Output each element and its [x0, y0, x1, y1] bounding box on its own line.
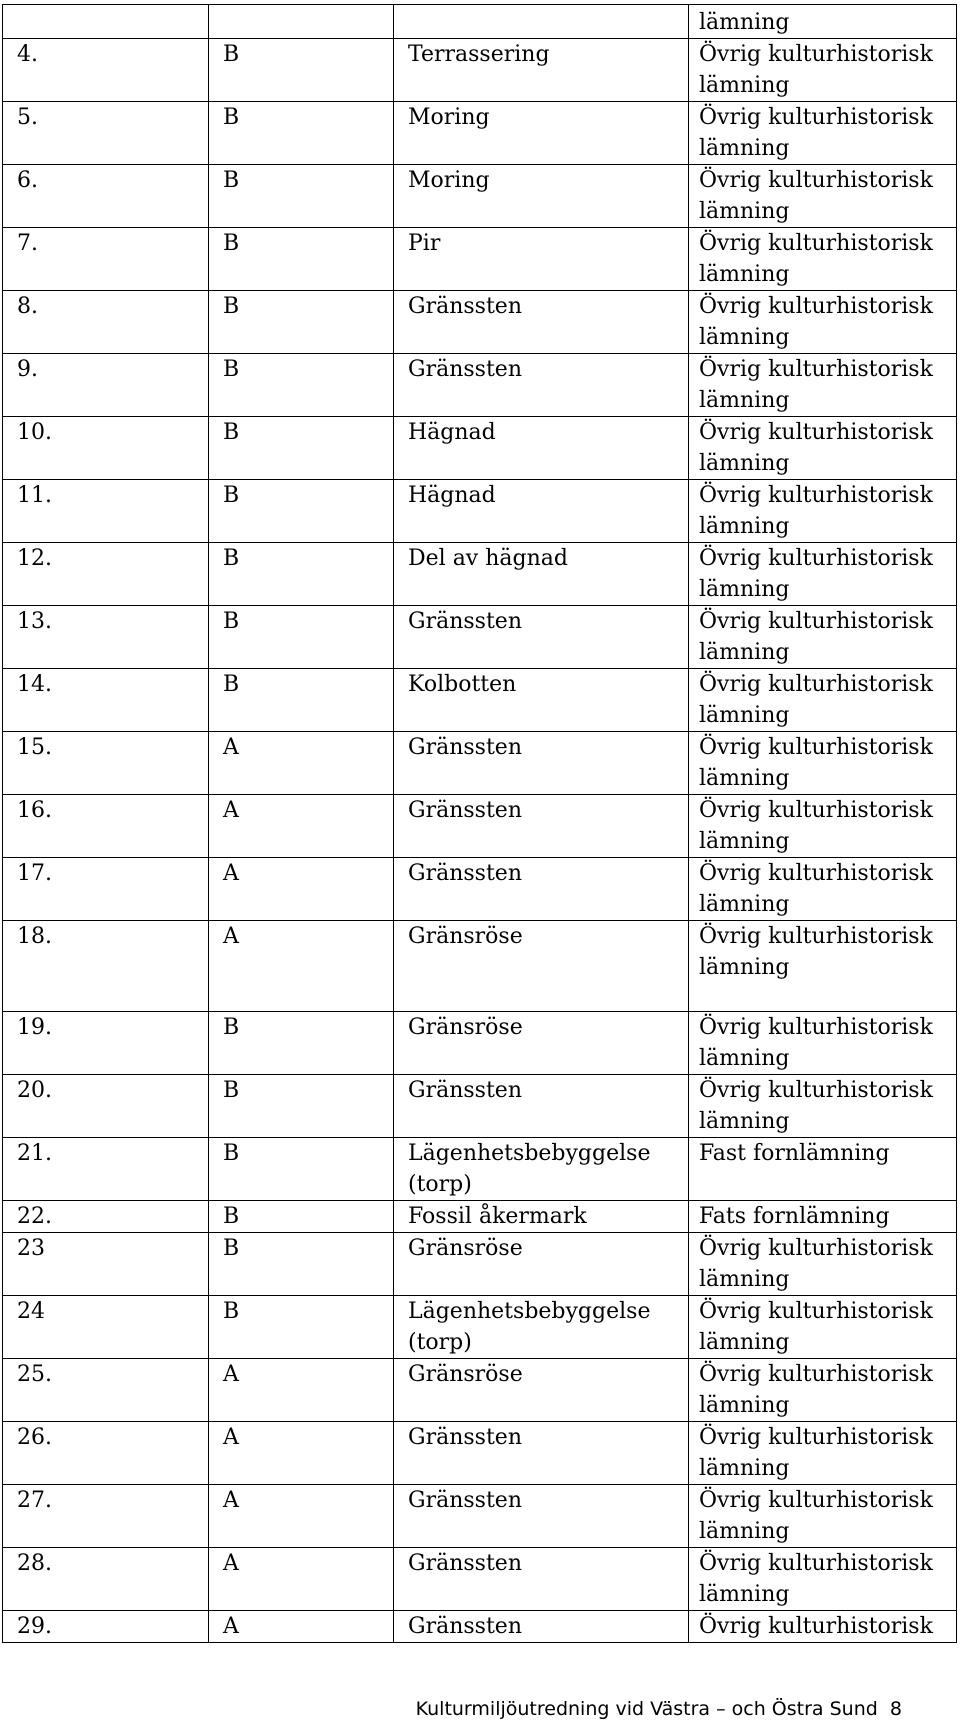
remain-name-cell — [394, 102, 689, 165]
row-number: 14. — [17, 672, 52, 697]
remain-name-cell — [394, 858, 689, 921]
remain-type-cell — [689, 1012, 957, 1075]
remain-name-cell — [394, 1012, 689, 1075]
remain-name: Gränssten — [408, 735, 522, 760]
table-row — [3, 795, 957, 858]
row-class: A — [223, 798, 239, 823]
remain-type-cell — [689, 291, 957, 354]
remain-name: Gränsröse — [408, 1236, 523, 1261]
row-class: A — [223, 861, 239, 886]
page-footer — [416, 1697, 902, 1721]
row-class-cell — [209, 1075, 394, 1138]
remain-type: Övrig kulturhistorisk lämning — [699, 1425, 933, 1481]
remain-type: Övrig kulturhistorisk lämning — [699, 420, 933, 476]
remains-table-body — [3, 5, 957, 1643]
remain-type: Övrig kulturhistorisk lämning — [699, 1078, 933, 1134]
remain-type: Övrig kulturhistorisk lämning — [699, 735, 933, 791]
row-class-cell — [209, 102, 394, 165]
table-row — [3, 1359, 957, 1422]
row-number: 4. — [17, 42, 38, 67]
remain-type-cell — [689, 1359, 957, 1422]
row-number-cell — [3, 795, 209, 858]
row-number: 7. — [17, 231, 38, 256]
table-row — [3, 1611, 957, 1643]
remain-type-cell — [689, 354, 957, 417]
row-class: A — [223, 924, 239, 949]
remain-type-cell — [689, 417, 957, 480]
row-number: 25. — [17, 1362, 52, 1387]
remain-name-cell — [394, 1075, 689, 1138]
row-class-cell — [209, 1012, 394, 1075]
row-class-cell — [209, 228, 394, 291]
table-row — [3, 921, 957, 1012]
remain-type-cell — [689, 606, 957, 669]
table-row — [3, 543, 957, 606]
row-class-cell — [209, 543, 394, 606]
remain-name: Gränssten — [408, 294, 522, 319]
table-row — [3, 228, 957, 291]
row-class-cell — [209, 858, 394, 921]
row-class: B — [223, 231, 240, 256]
remain-name: Gränssten — [408, 1551, 522, 1576]
remain-name: Gränsröse — [408, 1015, 523, 1040]
row-class-cell — [209, 417, 394, 480]
table-row — [3, 5, 957, 39]
row-class-cell — [209, 1233, 394, 1296]
row-number: 17. — [17, 861, 52, 886]
row-number: 19. — [17, 1015, 52, 1040]
row-class: B — [223, 420, 240, 445]
remain-type: Övrig kulturhistorisk lämning — [699, 483, 933, 539]
row-number-cell — [3, 732, 209, 795]
remain-type: Fast fornlämning — [699, 1141, 890, 1166]
row-number-cell — [3, 1296, 209, 1359]
remain-name: Gränssten — [408, 1614, 522, 1639]
row-class-cell — [209, 921, 394, 1012]
remain-name: Moring — [408, 168, 490, 193]
row-number-cell — [3, 1075, 209, 1138]
table-row — [3, 1485, 957, 1548]
remain-type: Övrig kulturhistorisk lämning — [699, 1551, 933, 1607]
remain-type: Fats fornlämning — [699, 1204, 890, 1229]
row-class: B — [223, 1299, 240, 1324]
table-row — [3, 1233, 957, 1296]
row-number-cell — [3, 1485, 209, 1548]
remain-name-cell — [394, 417, 689, 480]
row-class-cell — [209, 732, 394, 795]
row-number-cell — [3, 1138, 209, 1201]
remain-type-cell — [689, 732, 957, 795]
remain-name-cell — [394, 480, 689, 543]
row-class: B — [223, 546, 240, 571]
row-class: B — [223, 1015, 240, 1040]
remain-name: Moring — [408, 105, 490, 130]
remain-type: Övrig kulturhistorisk lämning — [699, 1299, 933, 1355]
remain-name-cell — [394, 921, 689, 1012]
remain-type-cell — [689, 858, 957, 921]
remain-name: Gränsröse — [408, 924, 523, 949]
remain-type: Övrig kulturhistorisk lämning — [699, 168, 933, 224]
remain-type: Övrig kulturhistorisk lämning — [699, 105, 933, 161]
row-class-cell — [209, 669, 394, 732]
row-class: B — [223, 672, 240, 697]
remain-type: Övrig kulturhistorisk lämning — [699, 231, 933, 287]
remain-name: Terrassering — [408, 42, 550, 67]
row-number-cell — [3, 669, 209, 732]
remain-name-cell — [394, 1359, 689, 1422]
remain-type-cell — [689, 39, 957, 102]
row-number-cell — [3, 1611, 209, 1643]
remain-type-cell — [689, 228, 957, 291]
remain-name-cell — [394, 1485, 689, 1548]
remain-type-cell — [689, 1548, 957, 1611]
remain-type-cell — [689, 165, 957, 228]
remain-name: Lägenhetsbebyggelse (torp) — [408, 1299, 651, 1355]
row-class-cell — [209, 1359, 394, 1422]
remain-type-cell — [689, 1201, 957, 1233]
row-number: 21. — [17, 1141, 52, 1166]
row-number: 20. — [17, 1078, 52, 1103]
row-class: A — [223, 1362, 239, 1387]
remain-name: Fossil åkermark — [408, 1204, 587, 1229]
row-number: 26. — [17, 1425, 52, 1450]
remain-name: Gränssten — [408, 1488, 522, 1513]
table-row — [3, 669, 957, 732]
remain-name-cell — [394, 606, 689, 669]
remain-type: Övrig kulturhistorisk lämning — [699, 609, 933, 665]
row-class-cell — [209, 1422, 394, 1485]
remain-name: Gränssten — [408, 357, 522, 382]
remain-name: Kolbotten — [408, 672, 517, 697]
table-row — [3, 858, 957, 921]
remain-type-cell — [689, 102, 957, 165]
remain-name: Gränssten — [408, 609, 522, 634]
table-row — [3, 1138, 957, 1201]
row-number: 9. — [17, 357, 38, 382]
table-row — [3, 480, 957, 543]
remain-type-cell — [689, 1138, 957, 1201]
row-number: 5. — [17, 105, 38, 130]
row-number: 15. — [17, 735, 52, 760]
remain-name: Pir — [408, 231, 441, 256]
row-number: 8. — [17, 294, 38, 319]
row-class-cell — [209, 354, 394, 417]
row-number: 10. — [17, 420, 52, 445]
row-class: B — [223, 357, 240, 382]
table-row — [3, 1075, 957, 1138]
row-class: B — [223, 1236, 240, 1261]
remain-type: Övrig kulturhistorisk lämning — [699, 1236, 933, 1292]
row-class: B — [223, 1141, 240, 1166]
remain-type: Övrig kulturhistorisk lämning — [699, 1362, 933, 1418]
row-number-cell — [3, 417, 209, 480]
remain-type-cell — [689, 1611, 957, 1643]
row-class: B — [223, 105, 240, 130]
row-class-cell — [209, 1138, 394, 1201]
row-number-cell — [3, 39, 209, 102]
row-class-cell — [209, 291, 394, 354]
row-number-cell — [3, 543, 209, 606]
remain-type: Övrig kulturhistorisk lämning — [699, 924, 933, 980]
table-row — [3, 1296, 957, 1359]
row-number: 13. — [17, 609, 52, 634]
row-number-cell — [3, 1201, 209, 1233]
remain-name: Gränsröse — [408, 1362, 523, 1387]
remain-type: Övrig kulturhistorisk lämning — [699, 357, 933, 413]
row-number: 28. — [17, 1551, 52, 1576]
table-row — [3, 102, 957, 165]
row-number-cell — [3, 102, 209, 165]
row-class: B — [223, 1204, 240, 1229]
remain-name: Gränssten — [408, 861, 522, 886]
remain-type: Övrig kulturhistorisk — [699, 1614, 933, 1639]
remain-name-cell — [394, 1296, 689, 1359]
table-row — [3, 1422, 957, 1485]
remain-type: Övrig kulturhistorisk lämning — [699, 798, 933, 854]
row-class-cell — [209, 1548, 394, 1611]
row-number-cell — [3, 165, 209, 228]
row-number-cell — [3, 1422, 209, 1485]
remain-name: Gränssten — [408, 1425, 522, 1450]
page-number: 8 — [889, 1698, 902, 1720]
table-row — [3, 291, 957, 354]
row-number: 18. — [17, 924, 52, 949]
row-class: B — [223, 294, 240, 319]
remain-type-cell — [689, 480, 957, 543]
table-row — [3, 1012, 957, 1075]
remain-name-cell — [394, 1138, 689, 1201]
row-class-cell — [209, 606, 394, 669]
remain-name-cell — [394, 795, 689, 858]
table-row — [3, 1201, 957, 1233]
remain-name-cell — [394, 228, 689, 291]
row-number-cell — [3, 858, 209, 921]
table-row — [3, 354, 957, 417]
remain-name-cell — [394, 5, 689, 39]
remain-name-cell — [394, 543, 689, 606]
row-class: B — [223, 1078, 240, 1103]
remain-type: Övrig kulturhistorisk lämning — [699, 42, 933, 98]
row-class: A — [223, 735, 239, 760]
table-row — [3, 417, 957, 480]
remain-name: Hägnad — [408, 420, 496, 445]
remain-type: Övrig kulturhistorisk lämning — [699, 294, 933, 350]
remain-type: Övrig kulturhistorisk lämning — [699, 546, 933, 602]
table-row — [3, 39, 957, 102]
row-number-cell — [3, 606, 209, 669]
row-class: A — [223, 1488, 239, 1513]
remain-type: Övrig kulturhistorisk lämning — [699, 1015, 933, 1071]
remain-name: Del av hägnad — [408, 546, 568, 571]
footer-title: Kulturmiljöutredning vid Västra – och Östra Sund — [415, 1698, 878, 1720]
row-class: B — [223, 168, 240, 193]
remain-name-cell — [394, 165, 689, 228]
row-number-cell — [3, 228, 209, 291]
row-number-cell — [3, 5, 209, 39]
row-class: A — [223, 1614, 239, 1639]
row-class: B — [223, 42, 240, 67]
row-class-cell — [209, 39, 394, 102]
row-number: 27. — [17, 1488, 52, 1513]
table-row — [3, 1548, 957, 1611]
remain-name-cell — [394, 39, 689, 102]
row-number-cell — [3, 1012, 209, 1075]
remain-type-cell — [689, 1233, 957, 1296]
remain-type-cell — [689, 1296, 957, 1359]
remain-name: Gränssten — [408, 798, 522, 823]
row-class-cell — [209, 1296, 394, 1359]
row-number-cell — [3, 1233, 209, 1296]
remain-type-cell — [689, 1075, 957, 1138]
row-class-cell — [209, 1611, 394, 1643]
row-number-cell — [3, 921, 209, 1012]
remain-name-cell — [394, 291, 689, 354]
row-number-cell — [3, 480, 209, 543]
remain-type-cell — [689, 795, 957, 858]
remain-name-cell — [394, 669, 689, 732]
remain-type-cell — [689, 5, 957, 39]
remain-type: Övrig kulturhistorisk lämning — [699, 1488, 933, 1544]
row-number: 24 — [17, 1299, 45, 1324]
remain-name-cell — [394, 732, 689, 795]
row-number: 12. — [17, 546, 52, 571]
remain-name-cell — [394, 354, 689, 417]
row-number-cell — [3, 1359, 209, 1422]
remains-table — [2, 4, 957, 1643]
row-number: 11. — [17, 483, 52, 508]
row-number: 23 — [17, 1236, 45, 1261]
remain-type: Övrig kulturhistorisk lämning — [699, 672, 933, 728]
remain-type-cell — [689, 921, 957, 1012]
row-class-cell — [209, 1201, 394, 1233]
remain-name-cell — [394, 1201, 689, 1233]
remain-type-cell — [689, 1485, 957, 1548]
row-number: 6. — [17, 168, 38, 193]
remain-type-cell — [689, 1422, 957, 1485]
table-row — [3, 165, 957, 228]
row-class-cell — [209, 795, 394, 858]
remain-name-cell — [394, 1548, 689, 1611]
remain-name-cell — [394, 1233, 689, 1296]
table-row — [3, 606, 957, 669]
row-class-cell — [209, 5, 394, 39]
remain-type-cell — [689, 543, 957, 606]
remain-name: Hägnad — [408, 483, 496, 508]
row-number: 16. — [17, 798, 52, 823]
row-class-cell — [209, 1485, 394, 1548]
row-class: A — [223, 1425, 239, 1450]
remain-type: lämning — [699, 10, 790, 35]
remain-name: Lägenhetsbebyggelse (torp) — [408, 1141, 651, 1197]
remain-name: Gränssten — [408, 1078, 522, 1103]
row-number-cell — [3, 1548, 209, 1611]
row-number-cell — [3, 354, 209, 417]
row-number: 29. — [17, 1614, 52, 1639]
row-number-cell — [3, 291, 209, 354]
remain-type: Övrig kulturhistorisk lämning — [699, 861, 933, 917]
remain-name-cell — [394, 1422, 689, 1485]
row-class-cell — [209, 165, 394, 228]
remain-name-cell — [394, 1611, 689, 1643]
table-row — [3, 732, 957, 795]
remain-type-cell — [689, 669, 957, 732]
row-class-cell — [209, 480, 394, 543]
row-number: 22. — [17, 1204, 52, 1229]
row-class: B — [223, 483, 240, 508]
row-class: B — [223, 609, 240, 634]
row-class: A — [223, 1551, 239, 1576]
